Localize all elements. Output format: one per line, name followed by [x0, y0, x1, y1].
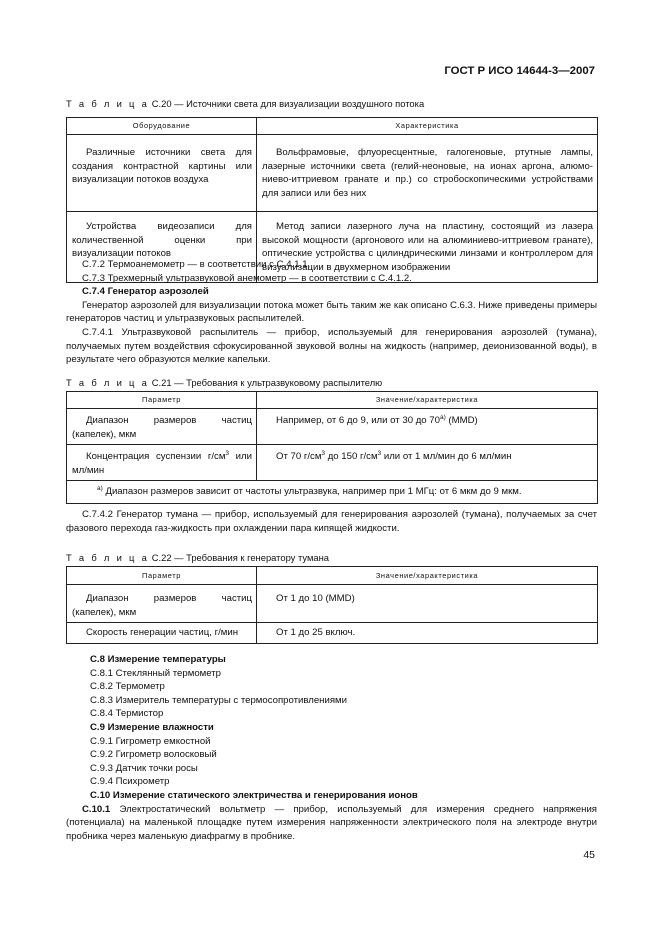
- page-number: 45: [583, 849, 595, 861]
- table-cell: Скорость генерации частиц, г/мин: [86, 627, 239, 639]
- document-code: ГОСТ Р ИСО 14644-3—2007: [444, 65, 595, 77]
- table-c20-caption: Т а б л и ц а С.20 — Источники света для визуализации воздушного потока: [66, 98, 425, 109]
- table-row: [67, 481, 598, 504]
- table-row: [67, 445, 598, 481]
- table-cell: Метод записи лазерного луча на пластину, состоящий из лазера высокой мощности (аргонового или на алюминиево-иттриевом гранате), оптические устройства с цилиндрическими линзами и контроллером для визуализации в двухмерном изображении: [262, 221, 593, 273]
- list-item: С.8.1 Стеклянный термометр: [90, 667, 221, 679]
- table-c21-caption: Т а б л и ц а С.21 — Требования к ультразвуковому распылителю: [66, 377, 383, 388]
- table-cell: Диапазон размеров частиц (капелек), мкм: [72, 415, 252, 440]
- table-c22: [66, 566, 598, 644]
- table-c22-caption: Т а б л и ц а С.22 — Требования к генератору тумана: [66, 552, 330, 563]
- list-item: С.8.4 Термистор: [90, 708, 164, 720]
- table-cell: От 70 $г/см^3$ до 150 $г/см^3$ или от 1 мл/мин до 6 мл/мин: [276, 450, 512, 463]
- section-heading: С.8 Измерение температуры: [90, 654, 226, 665]
- table-c21: [66, 391, 598, 504]
- table-row: [67, 409, 598, 445]
- section-heading: С.9 Измерение влажности: [90, 721, 214, 733]
- table-header-cell: Оборудование: [67, 118, 257, 135]
- section-c7-4-2: [66, 508, 597, 535]
- table-cell: Диапазон размеров частиц (капелек), мкм: [72, 593, 252, 618]
- table-cell: Вольфрамовые, флуоресцентные, галогеновые, ртутные лампы, лазерные источники света (гелий-неоновые, на ионах аргона, алюмо-ниево-иттриевом гранате и пр.) со стробоскопическими устройствами для записи или без них: [262, 147, 593, 199]
- table-row: [67, 623, 598, 644]
- list-item: С.9.4 Психрометр: [90, 776, 170, 788]
- paragraph: Генератор аэрозолей для визуализации потока может быть таким же как описано С.6.3. Ниже приведены примеры генераторов частиц и ультразвуковых распылителей.: [66, 299, 597, 325]
- table-cell: От 1 до 25 включ.: [276, 627, 356, 639]
- table-header-cell: Параметр: [67, 392, 257, 409]
- table-cell: Устройства видеозаписи для количественной оценки при визуализации потоков: [72, 221, 252, 260]
- table-header-cell: Значение/характеристика: [257, 392, 598, 409]
- section-heading: С.7.4 Генератор аэрозолей: [82, 286, 209, 298]
- paragraph: С.7.4.1 Ультразвуковой распылитель — прибор, используемый для генерирования аэрозолей (тумана), получаемых путем воздействия сфокусированной звуковой волны на жидкость (например, деионизованной воды), в результате чего образуются мелкие капельки.: [66, 326, 597, 366]
- table-cell: От 1 до 10 (MMD): [276, 593, 355, 604]
- list-item: С.8.3 Измеритель температуры с термосопротивлениями: [90, 694, 347, 706]
- paragraph: С.7.3 Трехмерный ультразвуковой анемометр — в соответствии с С.4.1.2.: [82, 272, 412, 284]
- paragraph: С.10.1 Электростатический вольтметр — прибор, используемый для измерения среднего напряжения (потенциала) на маленькой площадке путем измерения напряженности электрического поля на электроде внутри пробника через маленькую диафрагму в пробнике.: [66, 803, 597, 842]
- section-c8-c10: [66, 653, 597, 843]
- table-footnote: $^{а)}$ Диапазон размеров зависит от частоты ультразвука, например при 1 МГц: от 6 мкм до 9 мкм.: [97, 485, 522, 498]
- list-item: С.8.2 Термометр: [90, 681, 165, 693]
- table-row: [67, 585, 598, 623]
- paragraph: С.7.4.2 Генератор тумана — прибор, используемый для генерирования аэрозолей (тумана), получаемых за счет фазового перехода газ-жидкость при охлаждении пара кипящей жидкости.: [66, 509, 597, 534]
- table-row: [67, 135, 598, 212]
- table-cell: Например, от 6 до 9, или от 30 до $70^{а)}$ (MMD): [276, 413, 478, 426]
- table-cell: Различные источники света для создания контрастной картины или визуализации потоков воздуха: [72, 147, 252, 186]
- list-item: С.9.2 Гигрометр волосковый: [90, 749, 217, 761]
- table-cell: Концентрация суспензии $г/см^3$ или мл/мин: [72, 450, 252, 476]
- list-item: С.9.1 Гигрометр емкостной: [90, 735, 211, 747]
- table-header-cell: Характеристика: [257, 118, 598, 135]
- section-c7: [66, 258, 597, 367]
- section-heading: С.10 Измерение статического электричества и генерирования ионов: [90, 789, 418, 801]
- table-header-cell: Параметр: [67, 567, 257, 585]
- table-header-cell: Значение/характеристика: [257, 567, 598, 585]
- list-item: С.9.3 Датчик точки росы: [90, 762, 198, 774]
- paragraph: С.7.2 Термоанемометр — в соответствии с С.4.1.1.: [82, 259, 311, 270]
